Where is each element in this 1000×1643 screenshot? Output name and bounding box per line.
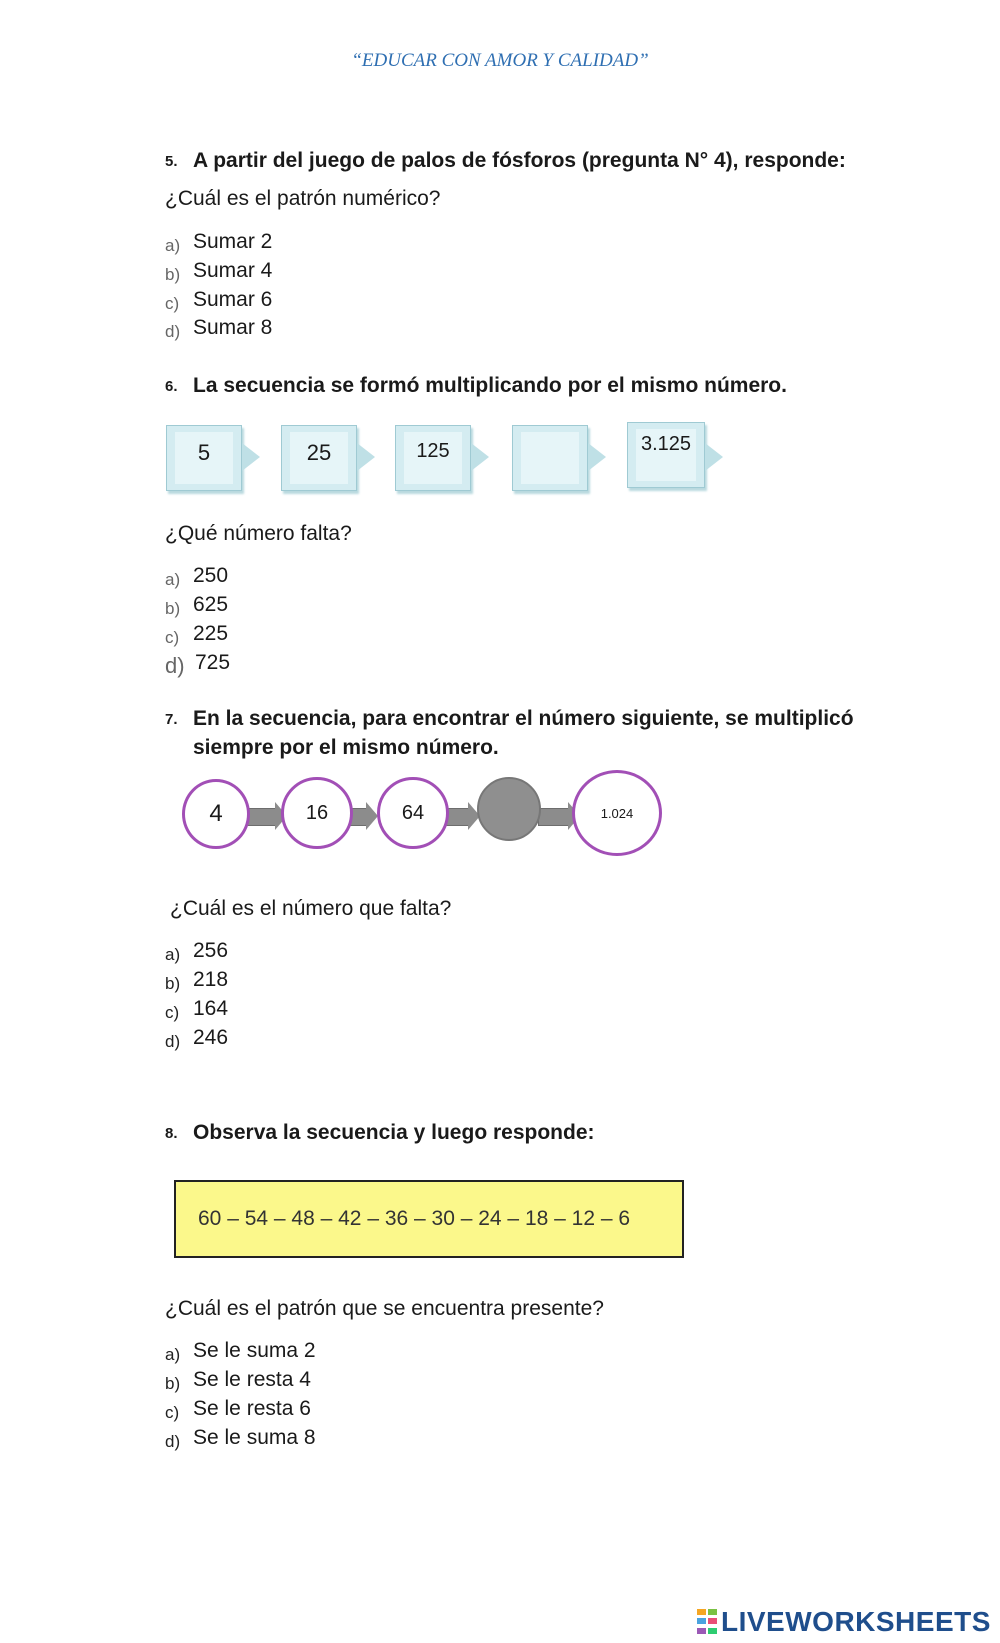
q6-option-d-letter: d)	[165, 653, 185, 678]
q7-seq-value-1: 4	[209, 800, 223, 827]
q6-seq-arrow-4	[588, 443, 606, 471]
q6-option-c-letter: c)	[165, 628, 180, 647]
q8-option-c[interactable]: Se le resta 6	[193, 1397, 311, 1420]
q6-option-b[interactable]: 625	[193, 593, 229, 616]
q7-seq-circle-5	[572, 770, 662, 856]
q7-option-c[interactable]: 164	[193, 997, 229, 1020]
q7-option-a[interactable]: 256	[193, 939, 229, 962]
logo-block-1	[697, 1609, 706, 1615]
q6-seq-box-missing[interactable]	[512, 425, 588, 491]
q5-option-d-letter: d)	[165, 322, 181, 341]
q8-option-b-letter: b)	[165, 1374, 181, 1393]
q5-option-c-letter: c)	[165, 294, 180, 313]
q8-option-b[interactable]: Se le resta 4	[193, 1368, 311, 1391]
q6-seq-box-3	[395, 425, 471, 491]
q6-seq-arrow-1	[242, 443, 260, 471]
q7-option-b[interactable]: 218	[193, 968, 229, 991]
q6-option-b-letter: b)	[165, 599, 181, 618]
q5-option-a[interactable]: Sumar 2	[193, 230, 273, 253]
q7-seq-value-2: 16	[305, 801, 329, 824]
q7-seq-value-3: 64	[401, 801, 425, 824]
q6-seq-value-1: 5	[197, 440, 211, 465]
question-5-text: A partir del juego de palos de fósforos (pregunta N° 4), responde:	[193, 149, 846, 172]
question-6-text: La secuencia se formó multiplicando por el mismo número.	[193, 374, 787, 397]
q6-seq-box-5	[627, 422, 705, 488]
q6-seq-arrow-2	[357, 443, 375, 471]
q6-seq-value-2: 25	[306, 440, 332, 465]
q6-seq-box-1	[166, 425, 242, 491]
q6-seq-value-3: 125	[416, 440, 450, 462]
q7-option-d[interactable]: 246	[193, 1026, 229, 1049]
q7-option-b-letter: b)	[165, 974, 181, 993]
q7-option-a-letter: a)	[165, 945, 181, 964]
q8-option-d-letter: d)	[165, 1432, 181, 1451]
q7-connector-4	[538, 808, 570, 826]
question-7-number: 7.	[165, 711, 178, 728]
q6-seq-box-2	[281, 425, 357, 491]
question-7-prompt: ¿Cuál es el número que falta?	[170, 897, 452, 920]
q8-option-a[interactable]: Se le suma 2	[193, 1339, 316, 1362]
q6-option-a[interactable]: 250	[193, 564, 229, 587]
q6-seq-arrow-5	[705, 443, 723, 471]
q6-seq-value-5: 3.125	[640, 433, 692, 455]
logo-block-4	[708, 1618, 717, 1624]
q6-option-c[interactable]: 225	[193, 622, 229, 645]
q7-seq-circle-1	[182, 779, 250, 849]
question-8-text: Observa la secuencia y luego responde:	[193, 1121, 595, 1144]
q8-option-a-letter: a)	[165, 1345, 181, 1364]
q7-option-d-letter: d)	[165, 1032, 181, 1051]
liveworksheets-logo-text: LIVEWORKSHEETS	[721, 1606, 991, 1637]
q6-option-a-letter: a)	[165, 570, 181, 589]
q5-option-a-letter: a)	[165, 236, 181, 255]
q7-seq-circle-3	[377, 777, 449, 849]
q5-option-c[interactable]: Sumar 6	[193, 288, 273, 311]
liveworksheets-logo-icon	[697, 1609, 717, 1635]
page-header: “EDUCAR CON AMOR Y CALIDAD”	[351, 50, 649, 71]
logo-block-3	[697, 1618, 706, 1624]
q8-sequence-box: 60 – 54 – 48 – 42 – 36 – 30 – 24 – 18 – 12 – 6	[174, 1180, 684, 1258]
q7-seq-circle-missing[interactable]	[477, 777, 541, 841]
q7-seq-circle-2	[281, 777, 353, 849]
question-7-text-line2: siempre por el mismo número.	[193, 736, 499, 759]
logo-block-2	[708, 1609, 717, 1615]
question-8-prompt: ¿Cuál es el patrón que se encuentra presente?	[165, 1297, 604, 1320]
q5-option-b[interactable]: Sumar 4	[193, 259, 273, 282]
q8-option-c-letter: c)	[165, 1403, 180, 1422]
q7-option-c-letter: c)	[165, 1003, 180, 1022]
question-6-prompt: ¿Qué número falta?	[165, 522, 352, 545]
logo-block-5	[697, 1628, 706, 1634]
question-5-number: 5.	[165, 153, 178, 170]
liveworksheets-logo	[697, 1606, 991, 1638]
q6-seq-arrow-3	[471, 443, 489, 471]
q7-connector-3	[446, 808, 470, 826]
question-7-text-line1: En la secuencia, para encontrar el número siguiente, se multiplicó	[193, 707, 854, 730]
q5-option-d[interactable]: Sumar 8	[193, 316, 273, 339]
logo-block-6	[708, 1628, 717, 1634]
q7-seq-value-5: 1.024	[600, 805, 634, 821]
q6-option-d[interactable]: 725	[195, 651, 231, 674]
question-8-number: 8.	[165, 1125, 178, 1142]
question-6-number: 6.	[165, 378, 178, 395]
q5-option-b-letter: b)	[165, 265, 181, 284]
q8-option-d[interactable]: Se le suma 8	[193, 1426, 316, 1449]
question-5-prompt: ¿Cuál es el patrón numérico?	[165, 187, 441, 210]
